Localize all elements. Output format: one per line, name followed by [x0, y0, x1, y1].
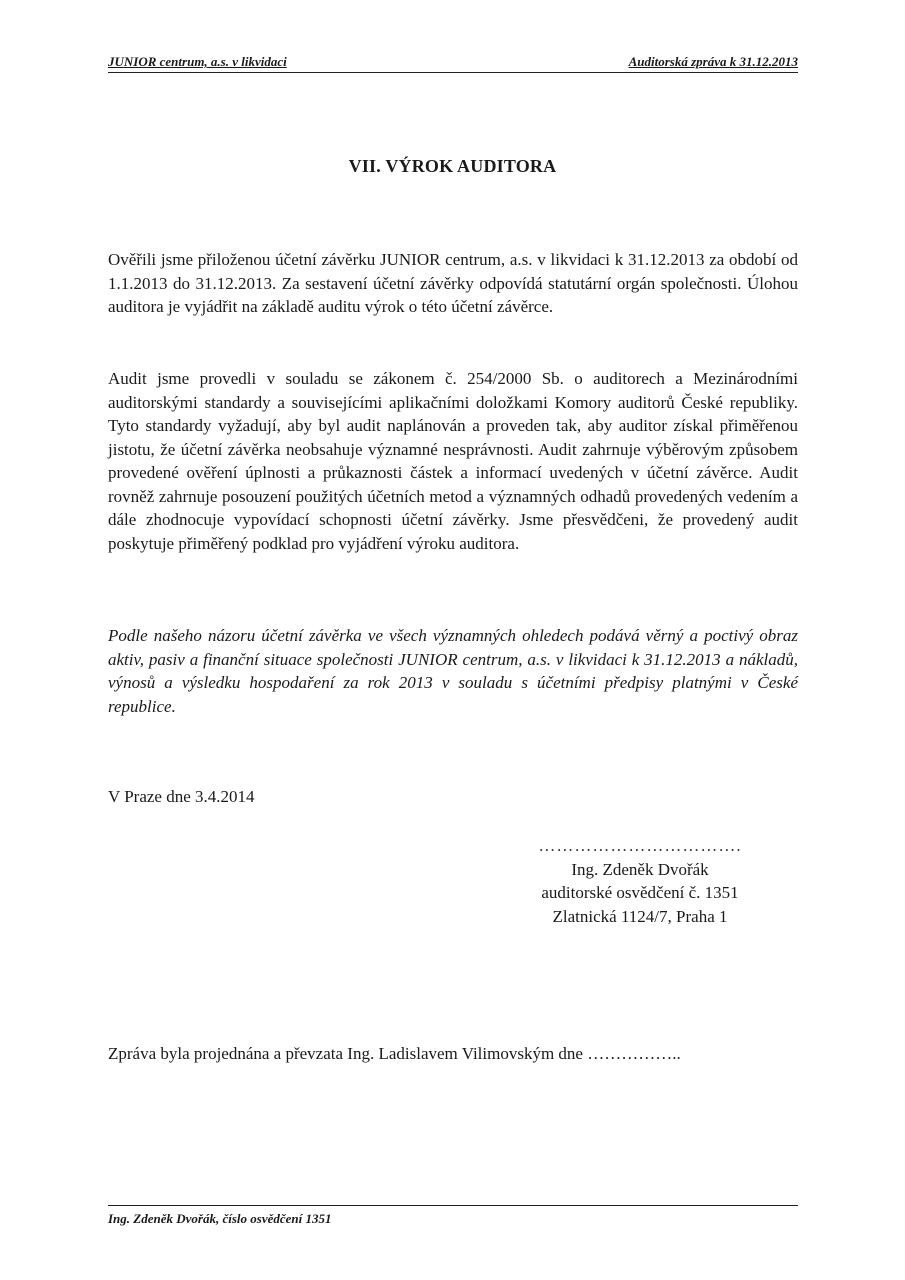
auditor-address: Zlatnická 1124/7, Praha 1 — [552, 906, 728, 926]
signature-block — [510, 834, 770, 928]
paragraph-opinion: Podle našeho názoru účetní závěrka ve všech významných ohledech podává věrný a poctivý obraz aktiv, pasiv a finanční situace společnosti JUNIOR centrum, a.s. v likvidaci k 31.12.2013 a nákladů, výnosů a výsledku hospodaření za rok 2013 v souladu s účetními předpisy platnými v České republice. — [108, 626, 798, 716]
paragraph-scope: Ověřili jsme přiloženou účetní závěrku JUNIOR centrum, a.s. v likvidaci k 31.12.2013 za období od 1.1.2013 do 31.12.2013. Za sestavení účetní závěrky odpovídá statutární orgán společnosti. Úlohou auditora je vyjádřit na základě auditu výrok o této účetní závěrce. — [108, 250, 798, 316]
section-title: VII. VÝROK AUDITORA — [348, 156, 557, 176]
handover-note: Zpráva byla projednána a převzata Ing. Ladislavem Vilimovským dne …………….. — [108, 1044, 681, 1063]
header-company: JUNIOR centrum, a.s. v likvidaci — [108, 54, 287, 69]
auditor-name: Ing. Zdeněk Dvořák — [571, 859, 709, 879]
place-and-date: V Praze dne 3.4.2014 — [108, 787, 255, 806]
page-header — [108, 54, 798, 73]
paragraph-audit-basis: Audit jsme provedli v souladu se zákonem č. 254/2000 Sb. o auditorech a Mezinárodními auditorskými standardy a souvisejícími aplikačními doložkami Komory auditorů České republiky. Tyto standardy vyžadují, aby byl audit naplánován a proveden tak, aby auditor získal přiměřenou jistotu, že účetní závěrka neobsahuje významné nesprávnosti. Audit zahrnuje výběrovým způsobem provedené ověření úplnosti a průkaznosti částek a informací uvedených v účetní závěrce. Audit rovněž zahrnuje posouzení použitých účetních metod a významných odhadů provedených vedením a dále zhodnocuje vypovídací schopnosti účetní závěrky. Jsme přesvědčeni, že provedený audit poskytuje přiměřený podklad pro vyjádření výroku auditora. — [108, 369, 798, 553]
header-report-title: Auditorská zpráva k 31.12.2013 — [628, 54, 798, 69]
auditor-certificate: auditorské osvědčení č. 1351 — [541, 883, 739, 902]
page-footer: Ing. Zdeněk Dvořák, číslo osvědčení 1351 — [108, 1205, 798, 1227]
signature-line: ……………………………. — [538, 836, 742, 855]
